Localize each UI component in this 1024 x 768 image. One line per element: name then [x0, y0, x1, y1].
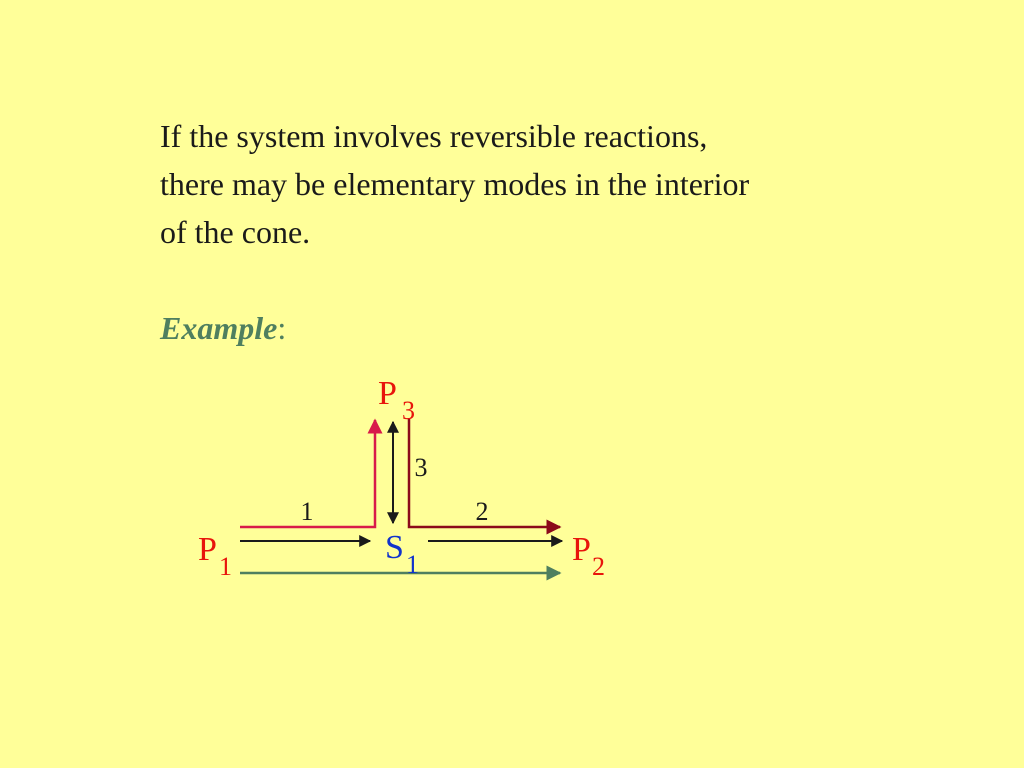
node-p2-index: 2 [592, 552, 605, 581]
node-p1-letter: P [198, 531, 217, 568]
node-s1-index: 1 [406, 550, 419, 579]
example-colon: : [277, 310, 287, 346]
body-line-2: there may be elementary modes in the interior [160, 166, 750, 202]
reaction-2-label: 2 [475, 497, 489, 526]
reaction-1-label: 1 [300, 497, 314, 526]
body-line-3: of the cone. [160, 214, 311, 250]
node-p2-letter: P [572, 531, 591, 568]
node-p2 [572, 531, 605, 581]
node-p1-index: 1 [219, 552, 232, 581]
node-p1 [198, 531, 232, 581]
body-line-1: If the system involves reversible reactions, [160, 118, 708, 154]
node-s1-letter: S [385, 529, 404, 566]
node-p3-index: 3 [402, 396, 415, 425]
node-s1 [385, 529, 419, 579]
example-label: Example [160, 310, 278, 346]
reaction-3-label: 3 [414, 453, 428, 482]
node-p3-letter: P [378, 375, 397, 412]
node-p3 [378, 375, 415, 425]
